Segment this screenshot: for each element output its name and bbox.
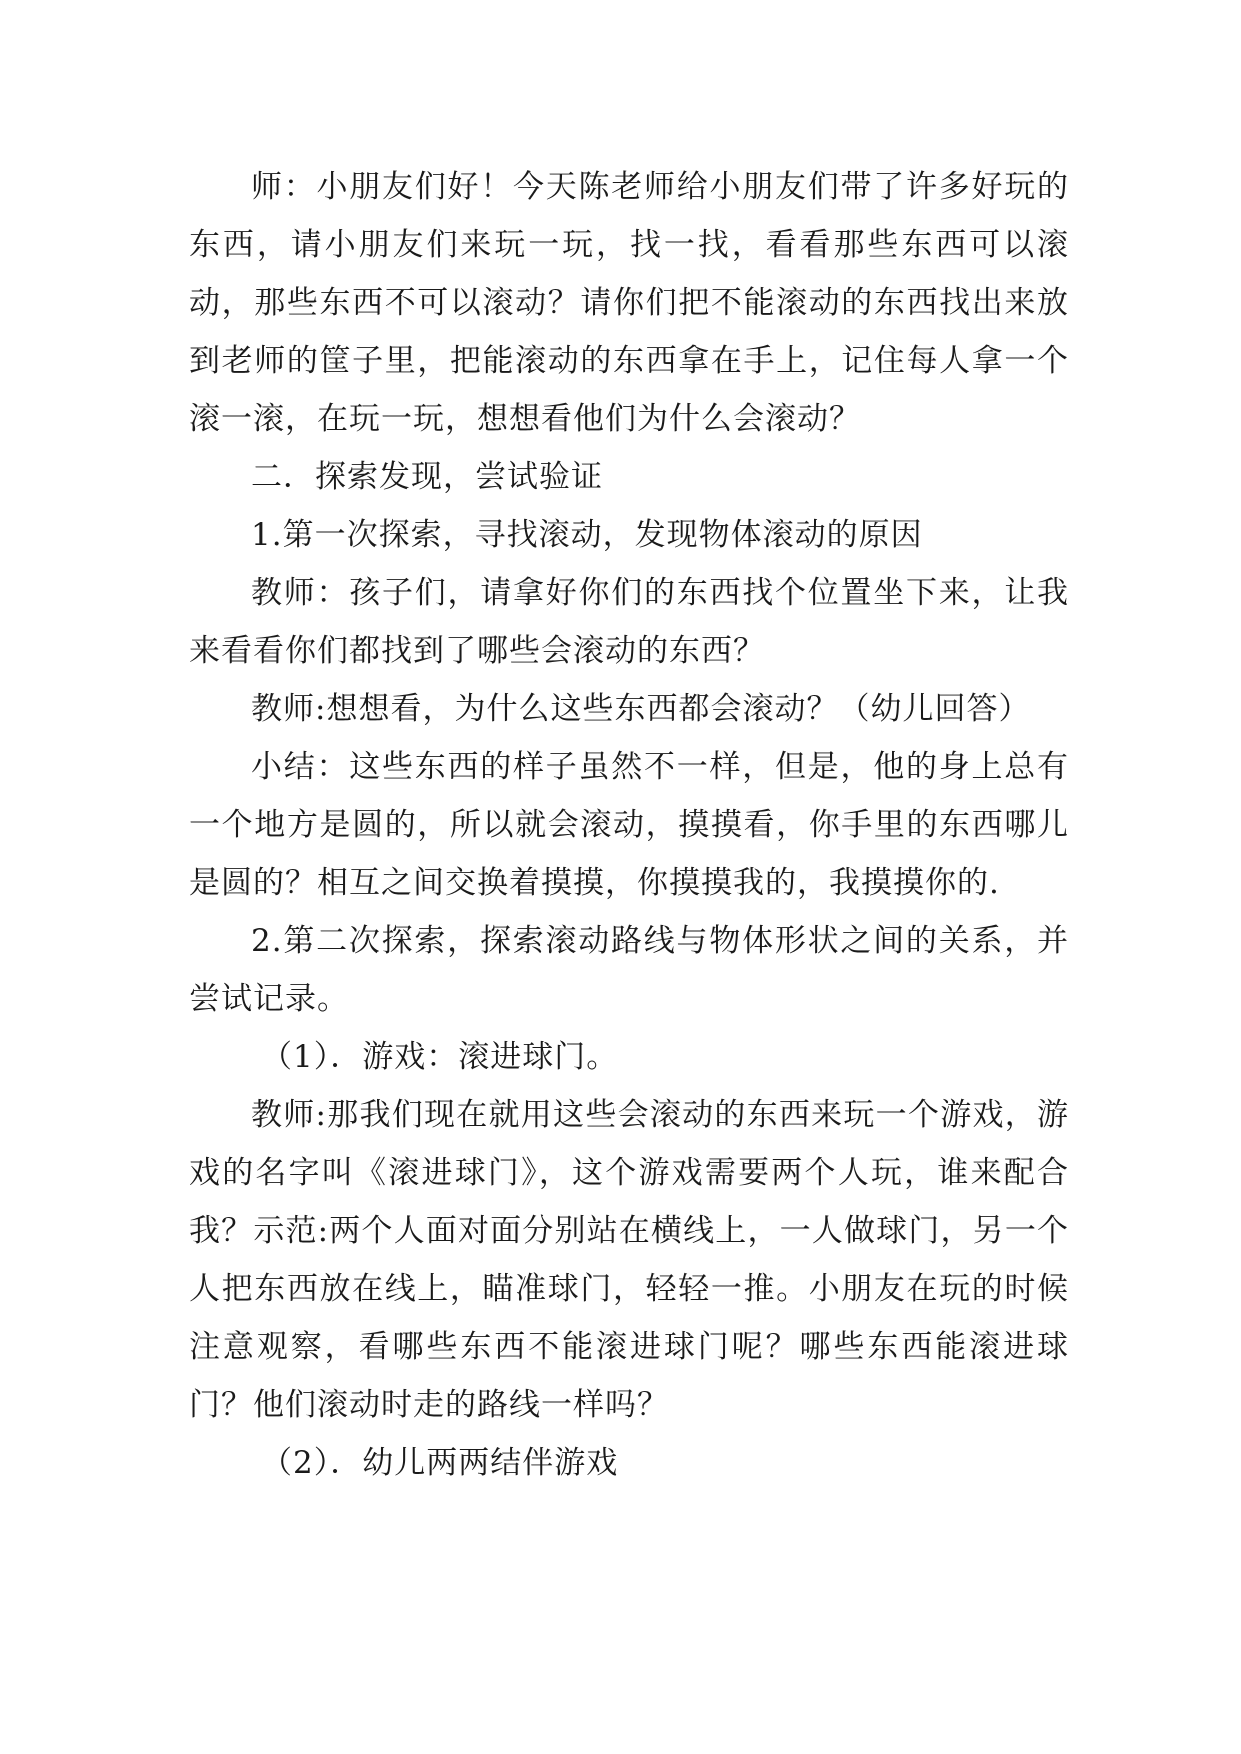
paragraph-teacher-intro: 师：小朋友们好！今天陈老师给小朋友们带了许多好玩的东西，请小朋友们来玩一玩，找一找，看看那些东西可以滚动，那些东西不可以滚动？请你们把不能滚动的东西找出来放到老师的筐子里，把能滚动的东西拿在手上，记住每人拿一个滚一滚，在玩一玩，想想看他们为什么会滚动？	[189, 169, 1069, 437]
subheading-first-exploration: 1.第一次探索，寻找滚动，发现物体滚动的原因	[251, 517, 923, 553]
subheading-game-goal: （1）．游戏：滚进球门。	[261, 1039, 619, 1075]
paragraph-teacher-sit-down: 教师：孩子们，请拿好你们的东西找个位置坐下来，让我来看看你们都找到了哪些会滚动的东西？	[189, 575, 1069, 669]
document-body	[189, 158, 1069, 1492]
paragraph-teacher-why-roll: 教师:想想看，为什么这些东西都会滚动？（幼儿回答）	[251, 691, 1031, 727]
subheading-pair-game: （2）．幼儿两两结伴游戏	[261, 1445, 619, 1481]
subheading-second-exploration: 2.第二次探索，探索滚动路线与物体形状之间的关系，并尝试记录。	[189, 923, 1069, 1017]
section-heading-explore: 二．探索发现，尝试验证	[251, 459, 603, 495]
paragraph-game-instructions: 教师:那我们现在就用这些会滚动的东西来玩一个游戏，游戏的名字叫《滚进球门》，这个游戏需要两个人玩，谁来配合我？示范:两个人面对面分别站在横线上，一人做球门，另一个人把东西放在线上，瞄准球门，轻轻一推。小朋友在玩的时候注意观察，看哪些东西不能滚进球门呢？哪些东西能滚进球门？他们滚动时走的路线一样吗？	[189, 1097, 1069, 1423]
paragraph-summary: 小结：这些东西的样子虽然不一样，但是，他的身上总有一个地方是圆的，所以就会滚动，摸摸看，你手里的东西哪儿是圆的？相互之间交换着摸摸，你摸摸我的，我摸摸你的.	[189, 749, 1069, 901]
